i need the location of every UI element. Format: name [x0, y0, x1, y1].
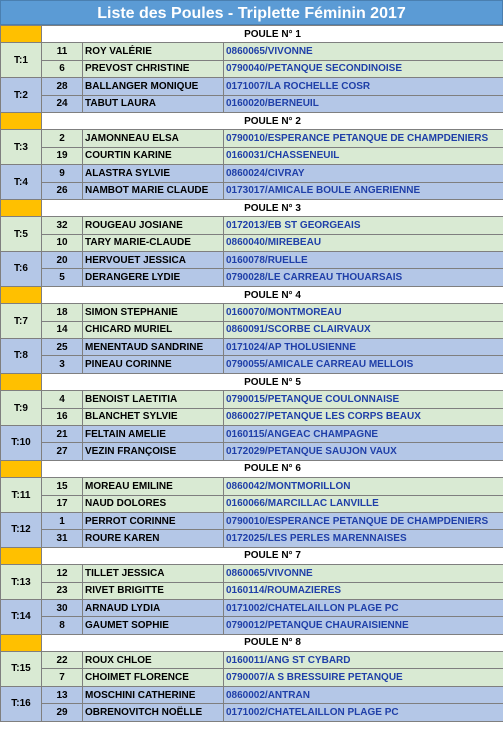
team-label: T:11 [1, 478, 42, 513]
player-club: 0790055/AMICALE CARREAU MELLOIS [224, 356, 503, 373]
player-club: 0160020/BERNEUIL [224, 95, 503, 112]
player-club: 0790040/PETANQUE SECONDINOISE [224, 60, 503, 77]
player-club: 0171024/AP THOLUSIENNE [224, 339, 503, 356]
player-name: MOSCHINI CATHERINE [83, 686, 224, 703]
table-row [1, 565, 503, 582]
player-number: 32 [42, 217, 83, 234]
poule-header-row [1, 199, 503, 216]
player-name: ALASTRA SYLVIE [83, 165, 224, 182]
table-row [1, 391, 503, 408]
poule-title: POULE N° 5 [42, 373, 503, 390]
player-number: 15 [42, 478, 83, 495]
player-name: TARY MARIE-CLAUDE [83, 234, 224, 251]
player-number: 19 [42, 147, 83, 164]
table-row [1, 530, 503, 547]
player-name: MENENTAUD SANDRINE [83, 339, 224, 356]
poule-marker [1, 460, 42, 477]
team-label: T:10 [1, 425, 42, 460]
player-number: 7 [42, 669, 83, 686]
table-row [1, 495, 503, 512]
player-club: 0790010/ESPERANCE PETANQUE DE CHAMPDENIERS [224, 130, 503, 147]
team-label: T:12 [1, 512, 42, 547]
player-name: BALLANGER MONIQUE [83, 78, 224, 95]
player-name: OBRENOVITCH NOËLLE [83, 704, 224, 721]
player-number: 2 [42, 130, 83, 147]
player-name: COURTIN KARINE [83, 147, 224, 164]
player-club: 0160078/RUELLE [224, 252, 503, 269]
player-club: 0160031/CHASSENEUIL [224, 147, 503, 164]
player-club: 0790012/PETANQUE CHAURAISIENNE [224, 617, 503, 634]
player-name: TABUT LAURA [83, 95, 224, 112]
table-row [1, 217, 503, 234]
player-club: 0790010/ESPERANCE PETANQUE DE CHAMPDENIERS [224, 512, 503, 529]
player-club: 0790015/PETANQUE COULONNAISE [224, 391, 503, 408]
player-number: 12 [42, 565, 83, 582]
poule-title: POULE N° 7 [42, 547, 503, 564]
player-name: HERVOUET JESSICA [83, 252, 224, 269]
team-label: T:2 [1, 78, 42, 113]
team-label: T:1 [1, 43, 42, 78]
player-club: 0860042/MONTMORILLON [224, 478, 503, 495]
player-club: 0171002/CHATELAILLON PLAGE PC [224, 599, 503, 616]
table-row [1, 182, 503, 199]
player-name: BENOIST LAETITIA [83, 391, 224, 408]
player-club: 0860091/SCORBE CLAIRVAUX [224, 321, 503, 338]
player-number: 16 [42, 408, 83, 425]
table-row [1, 252, 503, 269]
poule-marker [1, 373, 42, 390]
player-name: CHICARD MURIEL [83, 321, 224, 338]
player-name: ROUX CHLOE [83, 652, 224, 669]
table-row [1, 704, 503, 721]
table-row [1, 599, 503, 616]
poule-title: POULE N° 1 [42, 26, 503, 43]
player-name: MOREAU EMILINE [83, 478, 224, 495]
table-row [1, 408, 503, 425]
player-club: 0171007/LA ROCHELLE COSR [224, 78, 503, 95]
player-name: ROURE KAREN [83, 530, 224, 547]
poule-marker [1, 634, 42, 651]
player-club: 0860065/VIVONNE [224, 43, 503, 60]
player-club: 0860027/PETANQUE LES CORPS BEAUX [224, 408, 503, 425]
poule-header-row [1, 634, 503, 651]
table-row [1, 425, 503, 442]
player-name: PREVOST CHRISTINE [83, 60, 224, 77]
table-row [1, 339, 503, 356]
player-club: 0790007/A S BRESSUIRE PETANQUE [224, 669, 503, 686]
player-club: 0173017/AMICALE BOULE ANGERIENNE [224, 182, 503, 199]
table-row [1, 512, 503, 529]
table-row [1, 669, 503, 686]
poule-title: POULE N° 6 [42, 460, 503, 477]
table-row [1, 582, 503, 599]
team-label: T:7 [1, 304, 42, 339]
table-row [1, 234, 503, 251]
poule-title: POULE N° 2 [42, 112, 503, 129]
player-name: FELTAIN AMELIE [83, 425, 224, 442]
player-number: 20 [42, 252, 83, 269]
player-name: RIVET BRIGITTE [83, 582, 224, 599]
poule-marker [1, 286, 42, 303]
player-number: 3 [42, 356, 83, 373]
player-name: SIMON STEPHANIE [83, 304, 224, 321]
table-row [1, 43, 503, 60]
player-name: ROY VALÉRIE [83, 43, 224, 60]
poules-table [0, 25, 503, 722]
table-row [1, 60, 503, 77]
player-number: 6 [42, 60, 83, 77]
player-number: 22 [42, 652, 83, 669]
team-label: T:14 [1, 599, 42, 634]
player-number: 21 [42, 425, 83, 442]
table-row [1, 304, 503, 321]
table-row [1, 269, 503, 286]
player-number: 17 [42, 495, 83, 512]
player-club: 0790028/LE CARREAU THOUARSAIS [224, 269, 503, 286]
player-number: 4 [42, 391, 83, 408]
poule-marker [1, 547, 42, 564]
table-row [1, 617, 503, 634]
player-name: GAUMET SOPHIE [83, 617, 224, 634]
table-row [1, 443, 503, 460]
player-name: DERANGERE LYDIE [83, 269, 224, 286]
page-title: Liste des Poules - Triplette Féminin 2017 [0, 0, 503, 25]
player-number: 31 [42, 530, 83, 547]
player-number: 5 [42, 269, 83, 286]
player-club: 0860002/ANTRAN [224, 686, 503, 703]
player-name: VEZIN FRANÇOISE [83, 443, 224, 460]
player-club: 0860040/MIREBEAU [224, 234, 503, 251]
player-number: 24 [42, 95, 83, 112]
poule-header-row [1, 26, 503, 43]
player-club: 0160011/ANG ST CYBARD [224, 652, 503, 669]
player-number: 25 [42, 339, 83, 356]
player-number: 23 [42, 582, 83, 599]
poule-marker [1, 112, 42, 129]
player-name: CHOIMET FLORENCE [83, 669, 224, 686]
player-number: 18 [42, 304, 83, 321]
table-row [1, 165, 503, 182]
team-label: T:4 [1, 165, 42, 200]
player-name: ARNAUD LYDIA [83, 599, 224, 616]
table-row [1, 478, 503, 495]
team-label: T:9 [1, 391, 42, 426]
poule-header-row [1, 547, 503, 564]
poule-header-row [1, 373, 503, 390]
poule-marker [1, 26, 42, 43]
player-number: 29 [42, 704, 83, 721]
team-label: T:15 [1, 652, 42, 687]
table-row [1, 686, 503, 703]
player-number: 10 [42, 234, 83, 251]
player-number: 14 [42, 321, 83, 338]
team-label: T:13 [1, 565, 42, 600]
player-number: 26 [42, 182, 83, 199]
player-number: 8 [42, 617, 83, 634]
player-club: 0160114/ROUMAZIERES [224, 582, 503, 599]
player-club: 0172013/EB ST GEORGEAIS [224, 217, 503, 234]
table-row [1, 321, 503, 338]
player-name: BLANCHET SYLVIE [83, 408, 224, 425]
table-row [1, 652, 503, 669]
player-name: TILLET JESSICA [83, 565, 224, 582]
poule-header-row [1, 112, 503, 129]
team-label: T:8 [1, 339, 42, 374]
player-club: 0160070/MONTMOREAU [224, 304, 503, 321]
player-name: JAMONNEAU ELSA [83, 130, 224, 147]
player-number: 11 [42, 43, 83, 60]
team-label: T:3 [1, 130, 42, 165]
team-label: T:16 [1, 686, 42, 721]
player-club: 0171002/CHATELAILLON PLAGE PC [224, 704, 503, 721]
player-name: NAUD DOLORES [83, 495, 224, 512]
player-number: 27 [42, 443, 83, 460]
poule-title: POULE N° 4 [42, 286, 503, 303]
player-club: 0860065/VIVONNE [224, 565, 503, 582]
poule-title: POULE N° 3 [42, 199, 503, 216]
player-number: 30 [42, 599, 83, 616]
poule-marker [1, 199, 42, 216]
player-name: PINEAU CORINNE [83, 356, 224, 373]
player-name: NAMBOT MARIE CLAUDE [83, 182, 224, 199]
poule-header-row [1, 286, 503, 303]
team-label: T:6 [1, 252, 42, 287]
table-row [1, 130, 503, 147]
player-name: ROUGEAU JOSIANE [83, 217, 224, 234]
player-club: 0860024/CIVRAY [224, 165, 503, 182]
player-club: 0160066/MARCILLAC LANVILLE [224, 495, 503, 512]
player-number: 28 [42, 78, 83, 95]
team-label: T:5 [1, 217, 42, 252]
player-club: 0160115/ANGEAC CHAMPAGNE [224, 425, 503, 442]
player-number: 13 [42, 686, 83, 703]
table-row [1, 95, 503, 112]
player-number: 1 [42, 512, 83, 529]
poule-header-row [1, 460, 503, 477]
player-club: 0172029/PETANQUE SAUJON VAUX [224, 443, 503, 460]
player-number: 9 [42, 165, 83, 182]
player-name: PERROT CORINNE [83, 512, 224, 529]
table-row [1, 78, 503, 95]
poule-title: POULE N° 8 [42, 634, 503, 651]
player-club: 0172025/LES PERLES MARENNAISES [224, 530, 503, 547]
table-row [1, 147, 503, 164]
table-row [1, 356, 503, 373]
